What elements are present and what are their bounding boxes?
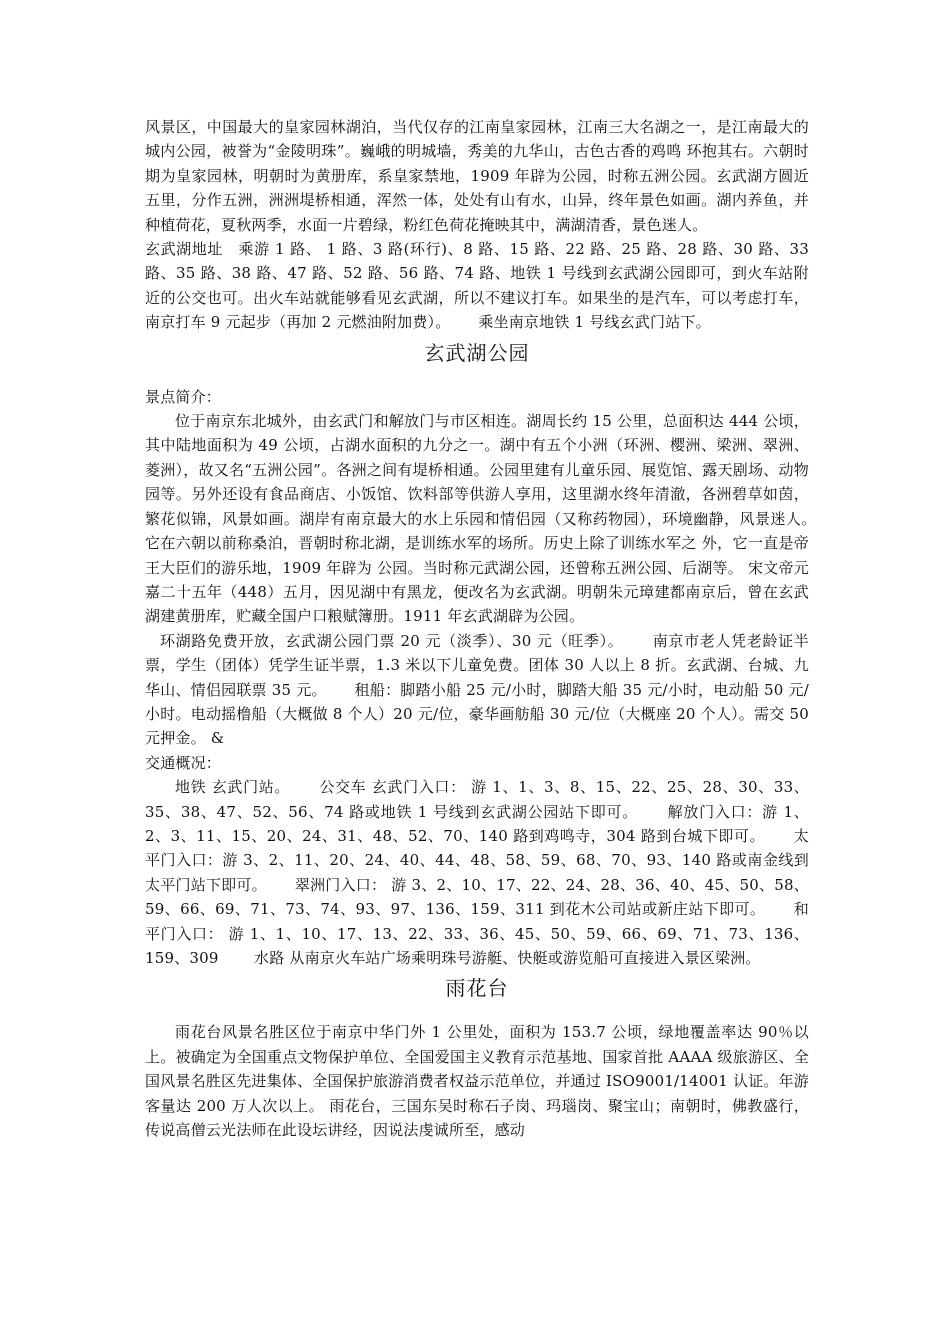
section-title-xuanwu: 玄武湖公园 xyxy=(424,340,530,365)
document-page xyxy=(145,115,845,1142)
xuanwu-description: 位于南京东北城外，由玄武门和解放门与市区相连。湖周长约 15 公里，总面积达 444 公顷，其中陆地面积为 49 公顷，占湖水面积的九分之一。湖中有五个小洲（环洲、樱洲、梁洲、翠洲、菱洲），故又名“五洲公园”。各洲之间有堤桥相通。公园里建有儿童乐园、展览馆、露天剧场、动物园等。另外还设有食品商店、小饭馆、饮料部等供游人享用，这里湖水终年清澈，各洲碧草如茵，繁花似锦，风景如画。湖岸有南京最大的水上乐园和情侣园（又称药物园），环境幽静，风景迷人。 它在六朝以前称桑泊，晋朝时称北湖，是训练水军的场所。历史上除了训练水军之 外，它一直是帝王大臣们的游乐地，1909 年辟为 公园。当时称元武湖公园，还曾称五洲公园、后湖等。 宋文帝元嘉二十五年（448）五月，因见湖中有黑龙，便改名为玄武湖。明朝朱元璋建都南京后，曾在玄武湖建黄册库，贮藏全国户口粮赋簿册。1911 年玄武湖辟为公园。 xyxy=(145,412,845,626)
xuanwu-traffic-label: 交通概况： xyxy=(145,753,222,772)
intro-address-paragraph: 玄武湖地址 乘游 1 路、 1 路、3 路(环行)、8 路、15 路、22 路、25 路、28 路、30 路、33 路、35 路、38 路、47 路、52 路、56 路、74 路、地铁 1 号线到玄武湖公园即可，到火车站附近的公交也可。出火车站就能够看见玄武湖，所以不建议打车。如果坐的是汽车，可以考虑打车，南京打车 9 元起步（再加 2 元燃油附加费）。 乘坐南京地铁 1 号线玄武门站下。 xyxy=(145,240,809,332)
xuanwu-traffic-info: 地铁 玄武门站。 公交车 玄武门入口： 游 1、1、3、8、15、22、25、28、30、33、35、38、47、52、56、74 路或地铁 1 号线到玄武湖公园站下即可。 解放门入口：游 1、2、3、11、15、20、24、31、48、52、70、140 路到鸡鸣寺，304 路到台城下即可。 太平门入口：游 3、2、11、20、24、40、44、48、58、59、68、70、93、140 路或南金线到太平门站下即可。 翠洲门入口： 游 3、2、10、17、22、24、28、36、40、45、50、58、59、66、69、71、73、74、93、97、136、159、311 到花木公司站或新庄站下即可。 和平门入口： 游 1、1、10、17、13、22、33、36、45、50、59、66、69、71、73、136、159、309 水路 从南京火车站广场乘明珠号游艇、快艇或游览船可直接进入景区梁洲。 xyxy=(145,778,809,967)
section-title-yuhuatai: 雨花台 xyxy=(445,976,509,1001)
intro-paragraph: 风景区，中国最大的皇家园林湖泊，当代仅存的江南皇家园林，江南三大名湖之一，是江南最大的城内公园，被誉为“金陵明珠”。巍峨的明城墙，秀美的九华山，古色古香的鸡鸣 环抱其右。六朝时期为皇家园林，明朝时为黄册库，系皇家禁地，1909 年辟为公园，时称五洲公园。玄武湖方圆近五里，分作五洲，洲洲堤桥相通，浑然一体，处处有山有水，山异，终年景色如画。湖内养鱼，并种植荷花，夏秋两季，水面一片碧绿，粉红色荷花掩映其中，满湖清香，景色迷人。 xyxy=(145,118,809,234)
yuhuatai-description: 雨花台风景名胜区位于南京中华门外 1 公里处，面积为 153.7 公顷，绿地覆盖率达 90％以上。被确定为全国重点文物保护单位、全国爱国主义教育示范基地、国家首批 AAAA 级旅游区、全国风景名胜区先进集体、全国保护旅游消费者权益示范单位，并通过 ISO9001/14001 认证。年游客量达 200 万人次以上。 雨花台，三国东吴时称石子岗、玛瑙岗、聚宝山；南朝时，佛教盛行，传说高僧云光法师在此设坛讲经，因说法虔诚所至，感动 xyxy=(145,1023,809,1140)
xuanwu-intro-label: 景点简介： xyxy=(145,387,222,406)
xuanwu-ticket-info: 环湖路免费开放，玄武湖公园门票 20 元（淡季）、30 元（旺季）。 南京市老人凭老龄证半票，学生（团体）凭学生证半票，1.3 米以下儿童免费。团体 30 人以上 8 折。玄武湖、台城、九华山、情侣园联票 35 元。 租船：脚踏小船 25 元/小时，脚踏大船 35 元/小时，电动船 50 元/小时。电动摇橹船（大概做 8 个人）20 元/位，豪华画舫船 30 元/位（大概座 20 个人）。需交 50 元押金。 & xyxy=(145,631,809,748)
